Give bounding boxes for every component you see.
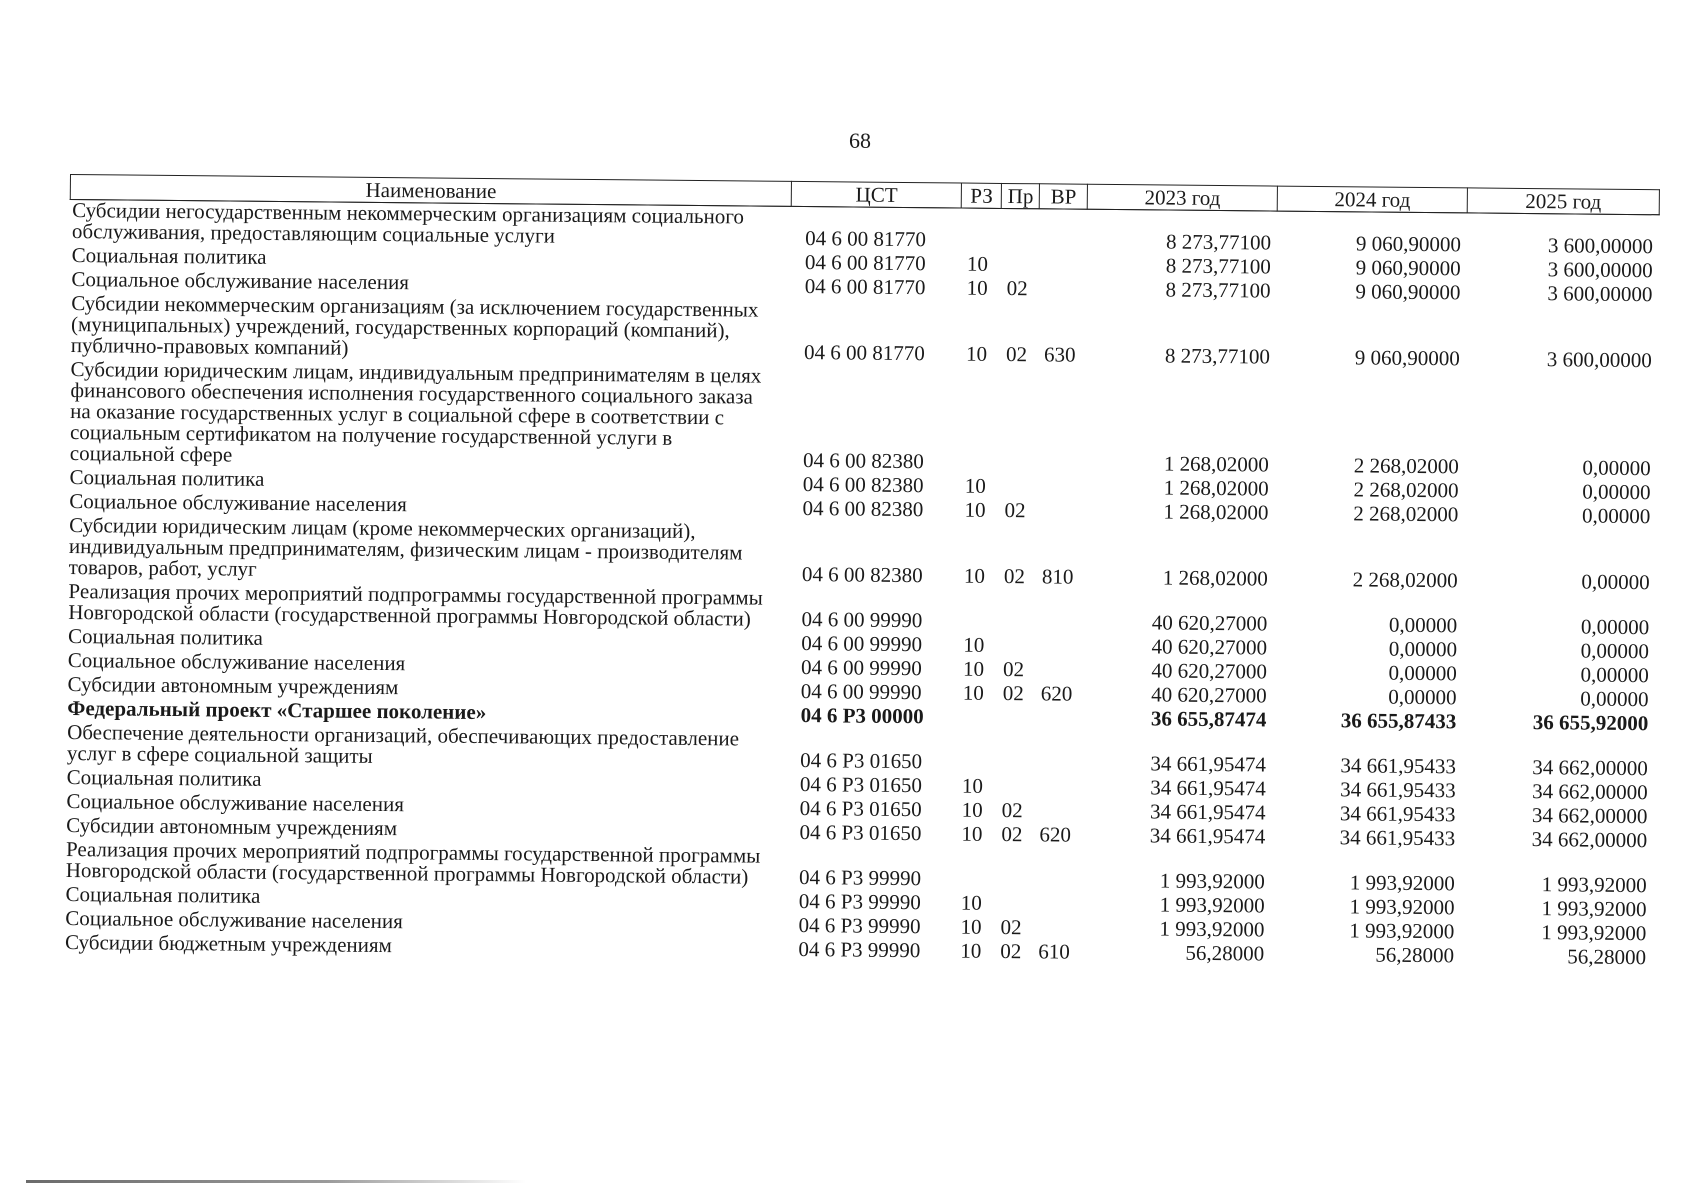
cell-cst: 04 6 P3 99990 bbox=[798, 889, 921, 915]
cell-pr bbox=[996, 731, 1034, 776]
cell-rz: 10 bbox=[963, 632, 985, 657]
cell-name: Субсидии некоммерческим организациям (за исключением государственных (муниципальных) учреждений, государственных корпораций (компаний), публично-правовых компаний) bbox=[70, 291, 759, 360]
cell-2024: 56,28000 bbox=[1375, 942, 1455, 968]
cell-name: Реализация прочих мероприятий подпрограммы государственной программы Новгородской области (государственной программы Новгородской области) bbox=[68, 579, 763, 631]
cell-2023: 1 993,92000 bbox=[1159, 868, 1265, 894]
cell-name: Социальная политика bbox=[69, 465, 265, 491]
cell-name: Социальное обслуживание населения bbox=[66, 788, 405, 817]
budget-table bbox=[62, 174, 1659, 971]
cell-vr bbox=[1039, 209, 1087, 255]
cell-pr: 02 bbox=[1005, 341, 1028, 367]
cell-2024: 2 268,02000 bbox=[1353, 453, 1459, 479]
cell-rz: 10 bbox=[960, 938, 982, 963]
cell-2024: 0,00000 bbox=[1388, 684, 1457, 710]
cell-2024: 9 060,90000 bbox=[1355, 231, 1462, 257]
cell-2025: 0,00000 bbox=[1580, 686, 1649, 712]
cell-rz bbox=[957, 590, 997, 635]
header-cst: ЦСТ bbox=[792, 181, 962, 208]
cell-rz bbox=[955, 848, 995, 893]
cell-2023: 1 993,92000 bbox=[1159, 916, 1265, 942]
cell-2024: 34 661,95433 bbox=[1339, 801, 1456, 827]
cell-cst: 04 6 00 81770 bbox=[804, 250, 926, 276]
cell-rz: 10 bbox=[960, 914, 982, 939]
cell-rz: 10 bbox=[961, 773, 984, 798]
cell-2024: 9 060,90000 bbox=[1355, 255, 1461, 281]
cell-cst: 04 6 00 99990 bbox=[800, 679, 922, 705]
cell-cst: 04 6 00 99990 bbox=[801, 607, 923, 633]
cell-pr bbox=[995, 848, 1033, 893]
cell-vr bbox=[1035, 659, 1083, 683]
cell-pr bbox=[1001, 254, 1039, 278]
cell-vr bbox=[1039, 254, 1087, 278]
cell-2025: 0,00000 bbox=[1580, 614, 1650, 640]
cell-vr bbox=[1034, 731, 1082, 776]
cell-vr: 630 bbox=[1043, 342, 1076, 367]
cell-vr bbox=[1033, 848, 1081, 893]
cell-2025: 1 993,92000 bbox=[1541, 896, 1647, 922]
cell-2025: 3 600,00000 bbox=[1546, 347, 1652, 373]
cell-2024: 2 268,02000 bbox=[1352, 567, 1458, 593]
header-pr: Пр bbox=[1001, 183, 1039, 208]
cell-name: Субсидии негосударственным некоммерческим организациям социального обслуживания, предоставляющим социальные услуги bbox=[71, 198, 745, 248]
cell-rz: 10 bbox=[960, 890, 982, 915]
cell-2023: 1 268,02000 bbox=[1163, 475, 1269, 501]
cell-rz bbox=[956, 707, 996, 731]
table-row bbox=[68, 359, 1658, 482]
cell-2023: 1 993,92000 bbox=[1159, 892, 1265, 918]
cell-2024: 1 993,92000 bbox=[1349, 870, 1455, 896]
cell-cst: 04 6 00 82380 bbox=[802, 496, 924, 522]
cell-2023: 36 655,87474 bbox=[1150, 706, 1267, 732]
cell-2023: 34 661,95474 bbox=[1150, 775, 1266, 801]
cell-2024: 0,00000 bbox=[1388, 660, 1457, 686]
cell-cst: 04 6 00 81770 bbox=[805, 226, 927, 252]
cell-pr: 02 bbox=[1003, 563, 1026, 589]
page-number: 68 bbox=[849, 128, 871, 153]
cell-rz: 10 bbox=[964, 497, 986, 522]
cell-2025: 0,00000 bbox=[1580, 662, 1649, 688]
cell-cst: 04 6 00 81770 bbox=[804, 274, 926, 300]
header-name: Наименование bbox=[70, 175, 792, 207]
cell-2024: 9 060,90000 bbox=[1355, 279, 1461, 305]
cell-2024: 9 060,90000 bbox=[1354, 345, 1460, 371]
cell-2025: 3 600,00000 bbox=[1547, 281, 1653, 307]
cell-rz: 10 bbox=[966, 275, 988, 300]
cell-2023: 1 268,02000 bbox=[1163, 499, 1269, 525]
cell-name: Социальное обслуживание населения bbox=[71, 267, 410, 295]
cell-vr: 610 bbox=[1038, 939, 1070, 964]
cell-name: Социальное обслуживание населения bbox=[69, 489, 407, 517]
cell-vr bbox=[1035, 635, 1083, 659]
cell-pr bbox=[999, 368, 1038, 476]
cell-2024: 34 661,95433 bbox=[1340, 777, 1456, 803]
cell-pr: 02 bbox=[1004, 497, 1026, 523]
header-rz: РЗ bbox=[961, 183, 1001, 208]
cell-pr: 02 bbox=[1006, 275, 1028, 301]
cell-vr: 620 bbox=[1040, 681, 1073, 706]
cell-cst: 04 6 00 82380 bbox=[802, 448, 924, 474]
cell-name: Реализация прочих мероприятий подпрограммы государственной программы Новгородской области (государственной программы Новгородской области) bbox=[65, 836, 761, 889]
cell-vr bbox=[1037, 476, 1085, 500]
cell-2023: 1 268,02000 bbox=[1162, 565, 1268, 591]
cell-2023: 40 620,27000 bbox=[1151, 658, 1268, 684]
cell-2023: 34 661,95474 bbox=[1149, 799, 1266, 825]
cell-vr bbox=[1039, 278, 1087, 302]
cell-cst: 04 6 00 82380 bbox=[802, 472, 924, 498]
cell-name: Социальная политика bbox=[65, 881, 261, 908]
cell-2024: 1 993,92000 bbox=[1349, 894, 1455, 920]
cell-vr bbox=[1035, 590, 1083, 635]
cell-2025: 3 600,00000 bbox=[1547, 257, 1653, 283]
cell-name: Социальное обслуживание населения bbox=[67, 648, 406, 676]
cell-pr: 02 bbox=[1001, 821, 1023, 847]
cell-name: Субсидии юридическим лицам (кроме некоммерческих организаций), индивидуальным предпринимателям, физическим лицам - производителям товаров, работ, услуг bbox=[68, 513, 743, 581]
cell-cst: 04 6 P3 00000 bbox=[800, 703, 924, 729]
cell-name: Субсидии бюджетным учреждениям bbox=[65, 929, 393, 958]
cell-2024: 0,00000 bbox=[1388, 636, 1458, 662]
cell-rz bbox=[956, 731, 996, 776]
cell-2025: 0,00000 bbox=[1582, 455, 1651, 481]
header-2025: 2025 год bbox=[1467, 188, 1659, 215]
cell-2025: 34 662,00000 bbox=[1532, 755, 1648, 781]
cell-pr: 02 bbox=[1000, 938, 1022, 964]
header-2023: 2023 год bbox=[1087, 184, 1277, 211]
cell-2024: 1 993,92000 bbox=[1349, 918, 1455, 944]
cell-name: Субсидии юридическим лицам, индивидуальным предпринимателям в целях финансового обеспечения исполнения государственного социального заказа на оказание государственных услуг в социальной сфере в соответствии с социальным сертификатом на получение государственной услуги в социальной сфере bbox=[69, 357, 762, 467]
cell-pr: 02 bbox=[1002, 656, 1025, 682]
cell-cst: 04 6 P3 01650 bbox=[799, 772, 923, 798]
cell-2025: 0,00000 bbox=[1581, 569, 1650, 595]
cell-2023: 1 268,02000 bbox=[1163, 451, 1269, 477]
cell-cst: 04 6 00 82380 bbox=[801, 562, 923, 588]
cell-vr bbox=[1034, 776, 1082, 800]
cell-cst: 04 6 00 81770 bbox=[804, 340, 925, 366]
cell-pr bbox=[996, 776, 1034, 800]
cell-2024: 0,00000 bbox=[1388, 612, 1458, 638]
cell-pr: 02 bbox=[1002, 680, 1024, 706]
cell-rz: 10 bbox=[965, 341, 988, 366]
cell-2025: 1 993,92000 bbox=[1541, 872, 1647, 898]
cell-2025: 34 662,00000 bbox=[1531, 827, 1648, 853]
budget-table-sheet bbox=[62, 174, 1659, 971]
cell-name: Субсидии автономным учреждениям bbox=[67, 672, 399, 700]
cell-rz: 10 bbox=[961, 821, 983, 846]
cell-2023: 8 273,77100 bbox=[1165, 229, 1272, 255]
cell-vr bbox=[1036, 500, 1084, 524]
cell-name: Федеральный проект «Старшее поколение» bbox=[67, 695, 487, 725]
cell-name: Социальная политика bbox=[71, 243, 267, 269]
cell-cst: 04 6 00 99990 bbox=[801, 631, 923, 657]
cell-2023: 8 273,77100 bbox=[1165, 277, 1271, 303]
cell-2025: 3 600,00000 bbox=[1547, 233, 1653, 259]
cell-name: Социальная политика bbox=[66, 764, 262, 791]
cell-2023: 8 273,77100 bbox=[1165, 253, 1271, 279]
cell-name: Субсидии автономным учреждениям bbox=[66, 812, 398, 841]
cell-2023: 34 661,95474 bbox=[1149, 823, 1266, 849]
cell-2024: 2 268,02000 bbox=[1353, 501, 1459, 527]
cell-2025: 56,28000 bbox=[1567, 944, 1647, 970]
cell-pr bbox=[996, 707, 1034, 731]
cell-rz bbox=[959, 368, 1000, 476]
cell-2025: 0,00000 bbox=[1580, 638, 1650, 664]
table-body bbox=[63, 200, 1659, 972]
cell-pr: 02 bbox=[1001, 797, 1023, 823]
cell-2024: 34 661,95433 bbox=[1339, 825, 1456, 851]
cell-vr: 810 bbox=[1041, 564, 1074, 589]
cell-cst: 04 6 P3 01650 bbox=[799, 796, 922, 822]
cell-2023: 34 661,95474 bbox=[1150, 751, 1267, 777]
cell-2025: 34 662,00000 bbox=[1531, 803, 1648, 829]
cell-2025: 1 993,92000 bbox=[1541, 920, 1647, 946]
cell-cst: 04 6 P3 01650 bbox=[799, 820, 922, 846]
cell-2025: 0,00000 bbox=[1582, 479, 1651, 505]
cell-cst: 04 6 P3 01650 bbox=[800, 748, 923, 774]
cell-2023: 40 620,27000 bbox=[1151, 682, 1267, 708]
cell-vr: 620 bbox=[1039, 822, 1072, 847]
cell-pr bbox=[997, 635, 1035, 659]
cell-rz: 10 bbox=[962, 656, 985, 681]
cell-pr bbox=[997, 590, 1035, 635]
cell-2023: 40 620,27000 bbox=[1151, 634, 1268, 660]
cell-vr bbox=[1034, 800, 1082, 824]
cell-name: Социальное обслуживание населения bbox=[65, 905, 403, 934]
cell-pr bbox=[995, 893, 1033, 917]
cell-rz: 10 bbox=[964, 473, 986, 498]
cell-2025: 0,00000 bbox=[1581, 503, 1651, 529]
cell-name: Обеспечение деятельности организаций, обеспечивающих предоставление услуг в сфере социальной защиты bbox=[66, 719, 740, 768]
cell-pr bbox=[999, 476, 1037, 500]
cell-rz: 10 bbox=[961, 797, 983, 822]
cell-2024: 36 655,87433 bbox=[1340, 708, 1457, 734]
header-2024: 2024 год bbox=[1277, 186, 1467, 213]
cell-pr bbox=[1001, 208, 1039, 254]
cell-vr bbox=[1033, 893, 1081, 917]
scan-edge-line bbox=[26, 1180, 526, 1183]
cell-cst: 04 6 P3 99990 bbox=[798, 865, 922, 891]
cell-2024: 2 268,02000 bbox=[1353, 477, 1459, 503]
cell-rz: 10 bbox=[966, 251, 989, 276]
cell-vr bbox=[1032, 917, 1080, 941]
cell-cst: 04 6 P3 99990 bbox=[798, 913, 921, 939]
cell-cst: 04 6 00 99990 bbox=[800, 655, 922, 681]
header-vr: ВР bbox=[1039, 184, 1087, 209]
cell-2025: 36 655,92000 bbox=[1532, 710, 1649, 736]
cell-2024: 34 661,95433 bbox=[1340, 753, 1457, 779]
cell-2023: 40 620,27000 bbox=[1151, 610, 1268, 636]
cell-vr bbox=[1037, 368, 1086, 476]
cell-2025: 34 662,00000 bbox=[1532, 779, 1648, 805]
cell-vr bbox=[1034, 707, 1082, 731]
cell-rz: 10 bbox=[963, 563, 986, 588]
cell-2023: 8 273,77100 bbox=[1164, 343, 1271, 369]
cell-2023: 56,28000 bbox=[1185, 940, 1265, 966]
cell-rz bbox=[961, 208, 1001, 254]
cell-pr: 02 bbox=[1000, 914, 1022, 940]
cell-name: Социальная политика bbox=[67, 624, 263, 650]
cell-cst: 04 6 P3 99990 bbox=[798, 937, 921, 963]
cell-rz: 10 bbox=[962, 680, 984, 705]
